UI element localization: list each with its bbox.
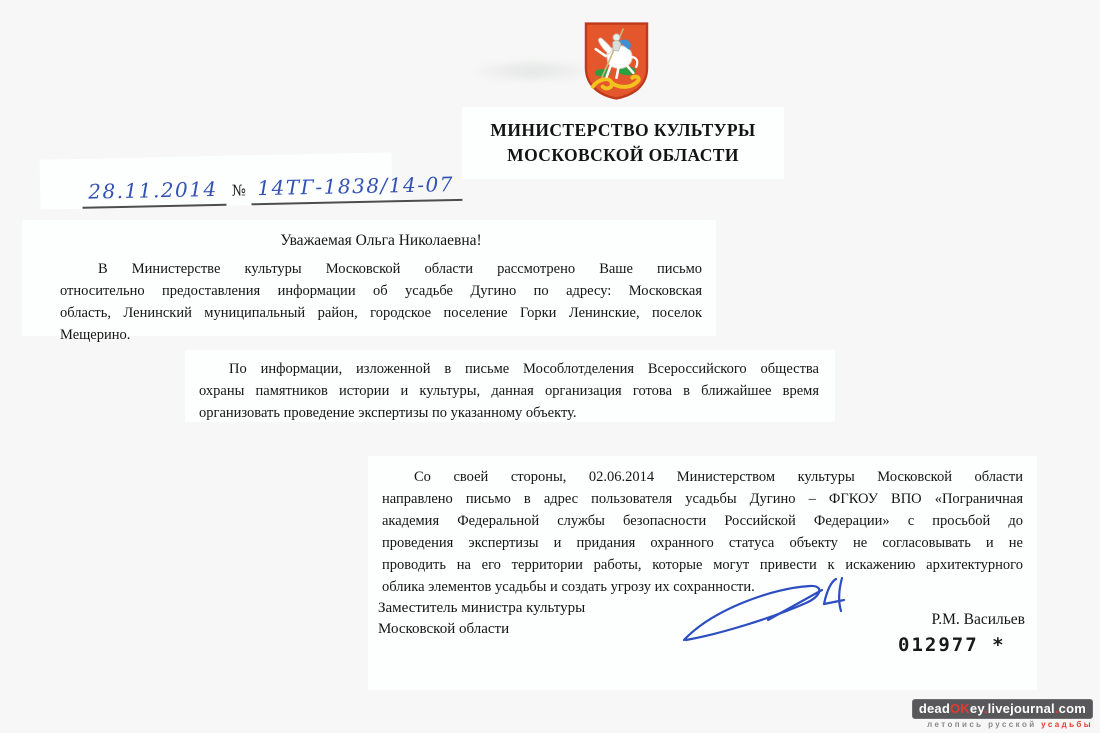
wm-tagline-red: усадьбы [1041, 720, 1093, 729]
scan-artifact-smudge [468, 58, 598, 84]
wm-dot2: . [1054, 701, 1059, 716]
signer-position [378, 598, 585, 640]
number-sign: № [231, 181, 248, 200]
paragraph-line: проведения экспертизы и придания охранного статуса объекту не согласовывать и не [382, 535, 1023, 551]
letter-block-1 [22, 220, 716, 343]
ministry-title-block [462, 107, 784, 179]
wm-dot1: . [983, 701, 988, 716]
handwritten-date: 28.11.2014 [82, 177, 226, 209]
stamp-number: 012977 * [898, 634, 1006, 656]
paragraph-line: Со своей стороны, 02.06.2014 Министерством культуры Московской области [414, 469, 1023, 485]
paragraph-1 [60, 258, 702, 346]
paragraph-line: Мещерино. [60, 327, 131, 343]
ministry-title-line1: МИНИСТЕРСТВО КУЛЬТУРЫ [490, 120, 756, 140]
paragraph-line: проводить на его территории работы, которые могут привести к искажению архитектурного [382, 557, 1023, 573]
signer-name: Р.М. Васильев [931, 611, 1025, 628]
signer-position-line1: Заместитель министра культуры [378, 600, 586, 616]
coat-of-arms-svg [583, 20, 650, 102]
wm-tagline-gray: летопись русской [927, 720, 1042, 729]
wm-dead: dead [918, 701, 950, 716]
salutation: Уважаемая Ольга Николаевна! [280, 232, 482, 249]
letter-block-2 [185, 350, 835, 422]
paragraph-2 [199, 358, 819, 424]
wm-tld: com [1058, 701, 1086, 716]
paragraph-line: организовать проведение экспертизы по указанному объекту. [199, 405, 577, 421]
signer-position-line2: Московской области [378, 621, 510, 637]
ministry-title-line2: МОСКОВСКОЙ ОБЛАСТИ [507, 145, 739, 165]
wm-ey: ey [969, 701, 984, 716]
paragraph-line: направлено письмо в адрес пользователя усадьбы Дугино – ФГКОУ ВПО «Пограничная [382, 491, 1023, 507]
watermark [912, 699, 1093, 729]
paragraph-line: По информации, изложенной в письме Мособлотделения Всероссийского общества [229, 361, 819, 377]
paragraph-line: облика элементов усадьбы и создать угрозу их сохранности. [382, 579, 755, 595]
paragraph-line: охраны памятников истории и культуры, данная организация готова в ближайшее время [199, 383, 819, 399]
paragraph-line: В Министерстве культуры Московской области рассмотрено Ваше письмо [98, 261, 702, 277]
paragraph-line: академия Федеральной службы безопасности Российской Федерации» с просьбой до [382, 513, 1023, 529]
wm-domain: livejournal [987, 701, 1055, 716]
paragraph-line: область, Ленинский муниципальный район, городское поселение Горки Ленинские, поселок [60, 305, 702, 321]
handwritten-number: 14ТГ-1838/14-07 [251, 172, 462, 205]
reference-line [40, 152, 455, 209]
handwritten-signature [672, 576, 872, 651]
watermark-site [912, 699, 1093, 719]
wm-ok: OK [949, 701, 970, 716]
paragraph-line: относительно предоставления информации об усадьбе Дугино по адресу: Московская [60, 283, 702, 299]
watermark-tagline [912, 720, 1093, 729]
moscow-oblast-coat-of-arms-icon [583, 20, 650, 102]
